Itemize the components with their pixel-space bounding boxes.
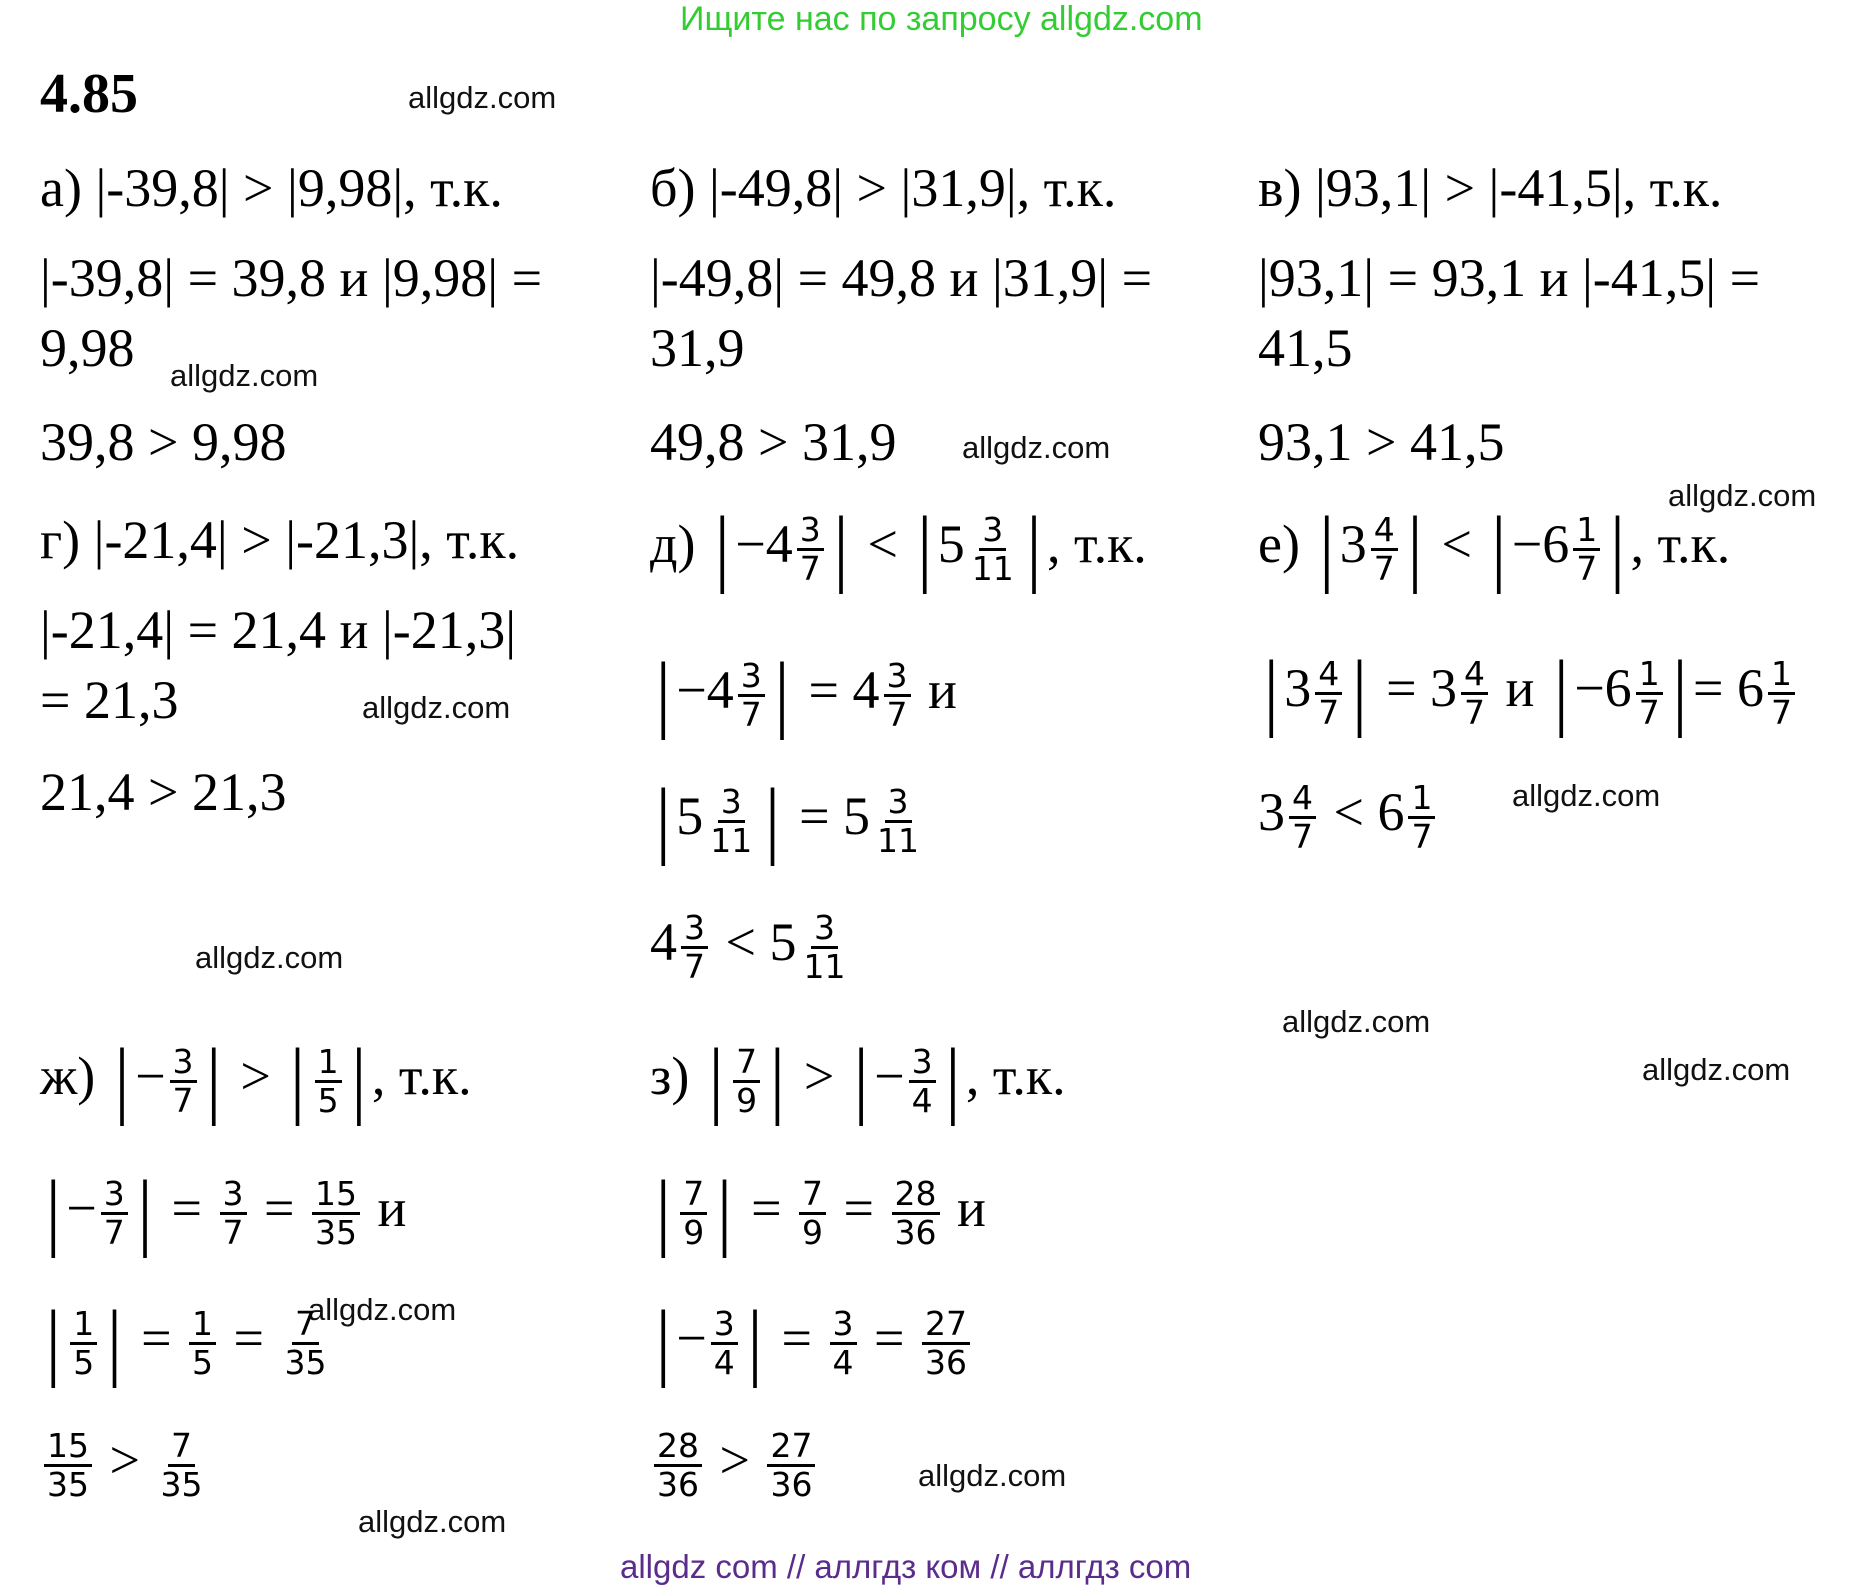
fraction: $\frac{1}{7}$ [1636,656,1663,731]
abs-bar: | [764,1036,791,1127]
part-zh-comparison: $\frac{15}{35}$ > $\frac{7}{35}$ [40,1428,209,1503]
abs-bar: | [1485,504,1512,595]
part-v-comparison: 93,1 > 41,5 [1258,412,1505,472]
fraction: $\frac{15}{35}$ [44,1428,92,1503]
part-z-abs-second: |− $\frac{3}{4}$ | = $\frac{3}{4}$ = $\frac{27}{36}$ [650,1306,974,1381]
watermark: allgdz.com [358,1504,507,1539]
abs-bar: | [759,776,786,867]
fraction: $\frac{7}{35}$ [284,1304,327,1383]
fraction: $\frac{4}{7}$ [1289,780,1316,855]
site-footer: allgdz com // аллгдз ком // аллгдз com [620,1548,1192,1585]
fraction: $\frac{1}{7}$ [1408,780,1435,855]
watermark: allgdz.com [195,940,344,975]
fraction: $\frac{7}{9}$ [733,1044,760,1119]
part-b-statement: б) |-49,8| > |31,9|, т.к. [650,158,1117,218]
abs-bar: | [1346,648,1373,739]
fraction: $\frac{3}{4}$ [711,1306,738,1381]
watermark: allgdz.com [1282,1004,1431,1039]
abs-bar: | [650,1298,677,1389]
fraction: $\frac{3}{7}$ [681,910,708,985]
fraction: $\frac{3}{11}$ [971,510,1014,589]
part-zh-statement: ж) |− $\frac{3}{7}$ | > | $\frac{1}{5}$ |, т.к. [40,1036,472,1127]
fraction: $\frac{27}{36}$ [767,1428,815,1503]
abs-bar: | [40,1168,67,1259]
fraction: $\frac{15}{35}$ [312,1176,360,1251]
part-z-abs-first: | $\frac{7}{9}$ | = $\frac{7}{9}$ = $\frac{28}{36}$ и [650,1168,986,1259]
abs-bar: | [200,1036,227,1127]
watermark: allgdz.com [1512,778,1661,813]
fraction: $\frac{1}{7}$ [1573,512,1600,587]
fraction: $\frac{1}{5}$ [315,1044,342,1119]
fraction: $\frac{1}{5}$ [70,1306,97,1381]
abs-bar: | [1020,504,1048,595]
watermark: allgdz.com [362,690,511,725]
part-d-statement: д) |−4 $\frac{3}{7}$ | < |5 $\frac{3}{11}$ |, т.к. [650,504,1147,595]
fraction: $\frac{3}{11}$ [803,908,846,987]
part-a-comparison: 39,8 > 9,98 [40,412,287,472]
fraction: $\frac{3}{7}$ [884,658,911,733]
abs-bar: | [284,1036,311,1127]
abs-bar: | [708,504,736,595]
abs-bar: | [911,504,938,595]
abs-bar: | [650,1168,677,1259]
fraction: $\frac{3}{11}$ [710,782,753,861]
part-label: ж) [40,1046,96,1106]
part-z-comparison: $\frac{28}{36}$ > $\frac{27}{36}$ [650,1428,819,1503]
watermark: allgdz.com [918,1458,1067,1493]
part-zh-abs-second: | $\frac{1}{5}$ | = $\frac{1}{5}$ = $\frac{7}{35}$ [40,1306,334,1381]
abs-bar: | [939,1036,966,1127]
part-b-abs-values: |-49,8| = 49,8 и |31,9| = [650,248,1153,308]
fraction: $\frac{3}{7}$ [101,1176,128,1251]
fraction: $\frac{3}{7}$ [738,658,765,733]
fraction: $\frac{4}{7}$ [1315,656,1342,731]
abs-bar: | [827,504,854,595]
fraction: $\frac{1}{5}$ [189,1306,216,1381]
abs-bar: | [768,650,796,741]
abs-bar: | [345,1036,372,1127]
abs-bar: | [101,1298,128,1389]
abs-bar: | [650,650,677,741]
abs-bar: | [741,1298,769,1389]
part-d-comparison: 4 $\frac{3}{7}$ < 5 $\frac{3}{11}$ [650,910,852,985]
search-banner: Ищите нас по запросу allgdz.com [680,0,1203,38]
part-v-abs-values-cont: 41,5 [1258,318,1353,378]
fraction: $\frac{7}{9}$ [799,1176,826,1251]
watermark: allgdz.com [308,1292,457,1327]
fraction: $\frac{28}{36}$ [892,1176,940,1251]
abs-bar: | [650,776,677,867]
fraction: $\frac{3}{4}$ [909,1044,936,1119]
abs-bar: | [847,1036,875,1127]
fraction: $\frac{28}{36}$ [654,1428,702,1503]
part-v-abs-values: |93,1| = 93,1 и |-41,5| = [1258,248,1761,308]
abs-bar: | [131,1168,159,1259]
fraction: $\frac{4}{7}$ [1371,512,1398,587]
part-g-statement: г) |-21,4| > |-21,3|, т.к. [40,510,520,570]
part-b-abs-values-cont: 31,9 [650,318,745,378]
abs-bar: | [1666,648,1693,739]
part-zh-abs-first: |− $\frac{3}{7}$ | = $\frac{3}{7}$ = $\frac{15}{35}$ и [40,1168,407,1259]
abs-bar: | [108,1036,136,1127]
watermark: allgdz.com [1668,478,1817,513]
part-e-abs-values: |3 $\frac{4}{7}$ | = 3 $\frac{4}{7}$ и |−6 $\frac{1}{7}$ |= 6 $\frac{1}{7}$ [1258,656,1799,731]
part-e-statement: е) |3 $\frac{4}{7}$ | < |−6 $\frac{1}{7}$ |, т.к. [1258,504,1731,595]
part-a-abs-values-cont: 9,98 [40,318,135,378]
part-z-statement: з) | $\frac{7}{9}$ | > |− $\frac{3}{4}$ |, т.к. [650,1036,1066,1127]
fraction: $\frac{3}{7}$ [170,1044,197,1119]
part-a-statement: а) |-39,8| > |9,98|, т.к. [40,158,503,218]
part-g-abs-values: |-21,4| = 21,4 и |-21,3| [40,600,517,660]
abs-bar: | [711,1168,738,1259]
fraction: $\frac{3}{11}$ [877,782,920,861]
fraction: $\frac{7}{9}$ [680,1176,707,1251]
fraction: $\frac{4}{7}$ [1461,656,1488,731]
watermark: allgdz.com [408,80,557,115]
part-d-abs-second: |5 $\frac{3}{11}$ | = 5 $\frac{3}{11}$ [650,784,926,859]
part-b-comparison: 49,8 > 31,9 [650,412,897,472]
task-number: 4.85 [40,63,138,125]
abs-bar: | [1604,504,1631,595]
watermark: allgdz.com [962,430,1111,465]
abs-bar: | [40,1298,67,1389]
part-label: д) [650,514,696,574]
watermark: allgdz.com [170,358,319,393]
fraction: $\frac{3}{4}$ [830,1306,857,1381]
part-label: е) [1258,514,1300,574]
fraction: $\frac{27}{36}$ [922,1306,970,1381]
part-v-statement: в) |93,1| > |-41,5|, т.к. [1258,158,1723,218]
abs-bar: | [702,1036,730,1127]
watermark: allgdz.com [1642,1052,1791,1087]
fraction: $\frac{3}{7}$ [797,512,824,587]
part-a-abs-values: |-39,8| = 39,8 и |9,98| = [40,248,543,308]
abs-bar: | [1313,504,1340,595]
part-e-comparison: 3 $\frac{4}{7}$ < 6 $\frac{1}{7}$ [1258,780,1439,855]
abs-bar: | [1547,648,1575,739]
part-label: з) [650,1046,690,1106]
abs-bar: | [1258,648,1285,739]
fraction: $\frac{3}{7}$ [220,1176,247,1251]
abs-bar: | [1401,504,1429,595]
fraction: $\frac{7}{35}$ [160,1426,203,1505]
fraction: $\frac{1}{7}$ [1768,656,1795,731]
part-d-abs-first: |−4 $\frac{3}{7}$ | = 4 $\frac{3}{7}$ и [650,650,957,741]
part-g-abs-values-cont: = 21,3 [40,670,179,730]
part-g-comparison: 21,4 > 21,3 [40,762,287,822]
